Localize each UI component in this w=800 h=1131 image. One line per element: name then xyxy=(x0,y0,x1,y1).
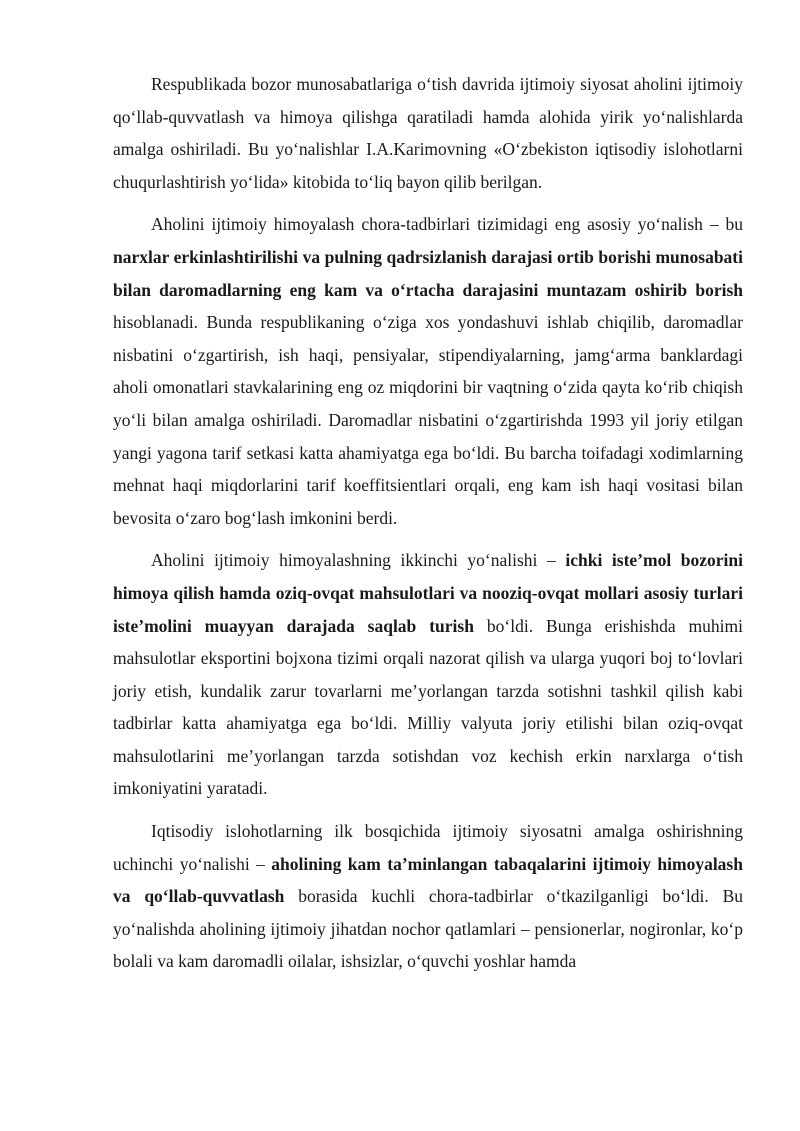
paragraph-1-text: Respublikada bozor munosabatlariga o‘tish davrida ijtimoiy siyosat aholini ijtimoiy qo‘llab-quvvatlash va himoya qilishga qaratiladi hamda alohida yirik yo‘nalishlarda amalga oshiriladi. Bu yo‘nalishlar I.A.Karimovning «O‘zbekiston iqtisodiy islohotlarni chuqurlashtirish yo‘lida» kitobida to‘liq bayon qilib berilgan. xyxy=(113,74,743,192)
paragraph-3-text-b: bo‘ldi. Bunga erishishda muhimi mahsulotlar eksportini bojxona tizimi orqali nazorat qilish va ularga yuqori boj to‘lovlari joriy etish, kundalik zarur tovarlarni me’yorlangan tarzda sotishni tashkil qilish kabi tadbirlar katta ahamiyatga ega bo‘ldi. Milliy valyuta joriy etilishi bilan oziq-ovqat mahsulotlarini me’yorlangan tarzda sotishdan voz kechish erkin narxlarga o‘tish imkoniyatini yaratadi. xyxy=(113,615,743,799)
document-body xyxy=(113,68,743,988)
paragraph-2-bold: narxlar erkinlashtirilishi va pulning qadrsizlanish darajasi ortib borishi munosabati bilan daromadlarning eng kam va o‘rtacha darajasini muntazam oshirib borish xyxy=(113,246,743,300)
paragraph-3-text-a: Aholini ijtimoiy himoyalashning ikkinchi yo‘nalishi – xyxy=(151,550,566,571)
paragraph-4-text-b: borasida kuchli chora-tadbirlar o‘tkazilganligi bo‘ldi. Bu yo‘nalishda aholining ijtimoiy jihatdan nochor qatlamlari – pensionerlar, nogironlar, ko‘p bolali va kam daromadli oilalar, ishsizlar, o‘quvchi yoshlar hamda xyxy=(113,886,743,972)
paragraph-1 xyxy=(113,68,743,198)
paragraph-4-bold: aholining kam ta’minlangan tabaqalarini ijtimoiy himoyalash va qo‘llab-quvvatlash xyxy=(113,853,743,907)
paragraph-2-text-a: Aholini ijtimoiy himoyalash chora-tadbirlari tizimidagi eng asosiy yo‘nalish – bu xyxy=(151,214,743,235)
paragraph-2-text-b: hisoblanadi. Bunda respublikaning o‘ziga xos yondashuvi ishlab chiqilib, daromadlar nisbatini o‘zgartirish, ish haqi, pensiyalar, stipendiyalarning, jamg‘arma banklardagi aholi omonatlari stavkalarining eng oz miqdorini bir vaqtning o‘zida qayta ko‘rib chiqish yo‘li bilan amalga oshiriladi. Daromadlar nisbatini o‘zgartirishda 1993 yil joriy etilgan yangi yagona tarif setkasi katta ahamiyatga ega bo‘ldi. Bu barcha toifadagi xodimlarning mehnat haqi miqdorlarini tarif koeffitsientlari orqali, eng kam ish haqi vositasi bilan bevosita o‘zaro bog‘lash imkonini berdi. xyxy=(113,312,743,528)
paragraph-3-bold: ichki iste’mol bozorini himoya qilish hamda oziq-ovqat mahsulotlari va nooziq-ovqat mollari asosiy turlari iste’molini muayyan darajada saqlab turish xyxy=(113,550,743,636)
paragraph-4 xyxy=(113,815,743,978)
paragraph-2 xyxy=(113,208,743,534)
paragraph-3 xyxy=(113,544,743,805)
paragraph-4-text-a: Iqtisodiy islohotlarning ilk bosqichida ijtimoiy siyosatni amalga oshirishning uchinchi yo‘nalishi – xyxy=(113,821,743,874)
